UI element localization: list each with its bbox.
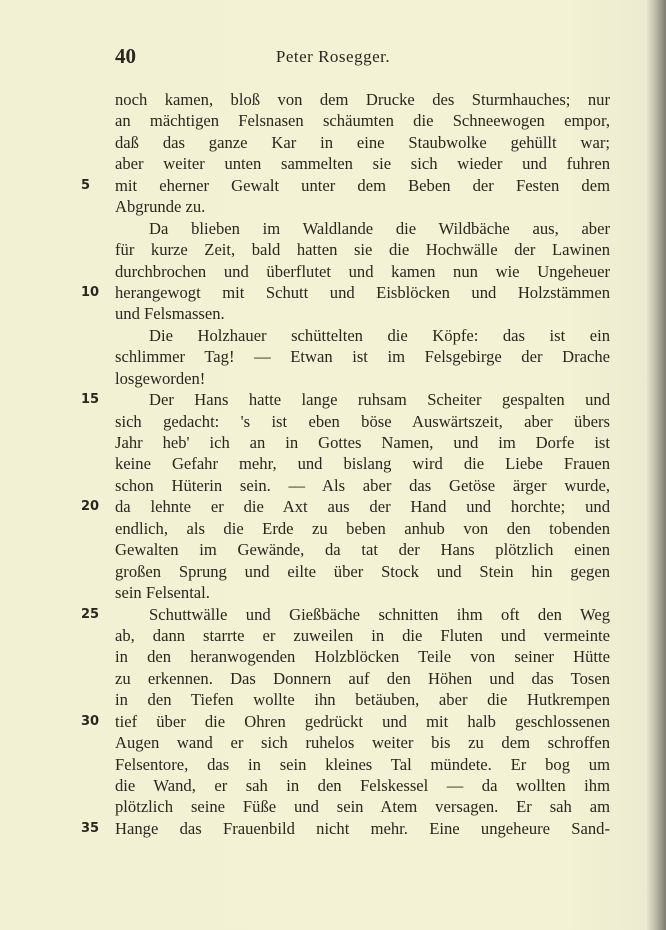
- line-text: sein Felsental.: [115, 583, 210, 603]
- text-line: [115, 732, 610, 753]
- text-line: [115, 303, 610, 324]
- line-text: endlich, als die Erde zu beben anhub von den tobenden: [115, 518, 610, 538]
- running-head: Peter Rosegger.: [275, 47, 391, 66]
- line-text: großen Sprung und eilte über Stock und Stein hin gegen: [115, 561, 610, 581]
- text-line: [115, 89, 610, 110]
- line-text: schlimmer Tag! — Etwan ist im Felsgebirge der Drache: [115, 347, 610, 367]
- line-text: zu erkennen. Das Donnern auf den Höhen und das Tosen: [115, 668, 610, 688]
- text-line: [115, 325, 610, 346]
- text-line: [115, 539, 610, 560]
- line-text: noch kamen, bloß von dem Drucke des Sturmhauches; nur: [115, 90, 610, 109]
- line-text: Da blieben im Waldlande die Wildbäche aus, aber: [149, 218, 610, 238]
- text-line: [115, 582, 610, 603]
- line-text: Augen wand er sich ruhelos weiter bis zu dem schroffen: [115, 733, 610, 753]
- text-line: [115, 453, 610, 474]
- text-line: [81, 389, 610, 410]
- text-line: [115, 646, 610, 667]
- line-text: Der Hans hatte lange ruhsam Scheiter gespalten und: [149, 390, 610, 410]
- line-number: 15: [81, 392, 100, 408]
- line-text: aber weiter unten sammelten sie sich wieder und fuhren: [115, 154, 610, 174]
- line-number: 35: [81, 820, 100, 836]
- line-text: und Felsmassen.: [115, 304, 225, 324]
- text-line: [115, 625, 610, 646]
- line-text: Felsentore, das in sein kleines Tal mündete. Er bog um: [115, 754, 610, 774]
- line-text: daß das ganze Kar in eine Staubwolke gehüllt war;: [115, 132, 610, 152]
- line-text: durchbrochen und überflutet und kamen nun wie Ungeheuer: [115, 261, 610, 281]
- text-line: [115, 561, 610, 582]
- line-text: herangewogt mit Schutt und Eisblöcken und Holzstämmen: [115, 282, 610, 302]
- body-text: [81, 89, 610, 839]
- text-line: [115, 475, 610, 496]
- line-text: in den Tiefen wollte ihn betäuben, aber die Hutkrempen: [115, 690, 610, 710]
- line-text: schon Hüterin sein. — Als aber das Getöse ärger wurde,: [115, 475, 610, 495]
- line-number: 30: [81, 713, 100, 729]
- line-text: losgeworden!: [115, 368, 206, 388]
- text-line: [81, 282, 610, 303]
- line-text: keine Gefahr mehr, und bislang wird die Liebe Frauen: [115, 454, 610, 474]
- line-text: Schuttwälle und Gießbäche schnitten ihm oft den Weg: [149, 604, 610, 624]
- text-line: [115, 153, 610, 174]
- line-text: plötzlich seine Füße und sein Atem versagen. Er sah am: [115, 797, 610, 817]
- text-line: [115, 261, 610, 282]
- line-text: sich gedacht: 's ist eben böse Auswärtszeit, aber übers: [115, 411, 610, 431]
- text-line: [115, 432, 610, 453]
- line-number: 25: [81, 606, 100, 622]
- line-text: mit eherner Gewalt unter dem Beben der Festen dem: [115, 175, 610, 195]
- text-line: [81, 818, 610, 839]
- line-text: an mächtigen Felsnasen schäumten die Schneewogen empor,: [115, 111, 610, 131]
- text-line: [115, 518, 610, 539]
- line-number: 20: [81, 499, 100, 515]
- text-line: [81, 496, 610, 517]
- text-line: [115, 796, 610, 817]
- text-line: [115, 346, 610, 367]
- line-text: Die Holzhauer schüttelten die Köpfe: das ist ein: [149, 325, 610, 345]
- text-line: [115, 668, 610, 689]
- text-line: [115, 775, 610, 796]
- text-line: [115, 196, 610, 217]
- text-line: [115, 368, 610, 389]
- line-text: in den heranwogenden Holzblöcken Teile von seiner Hütte: [115, 647, 610, 667]
- text-line: [115, 218, 610, 239]
- line-text: ab, dann starrte er zuweilen in die Fluten und vermeinte: [115, 625, 610, 645]
- text-line: [115, 411, 610, 432]
- line-text: die Wand, er sah in den Felskessel — da wollten ihm: [115, 776, 610, 795]
- text-line: [115, 239, 610, 260]
- text-line: [115, 132, 610, 153]
- text-line: [81, 711, 610, 732]
- text-line: [81, 175, 610, 196]
- line-text: Abgrunde zu.: [115, 197, 206, 217]
- text-line: [81, 604, 610, 625]
- line-text: Jahr heb' ich an in Gottes Namen, und im Dorfe ist: [115, 433, 610, 452]
- text-line: [115, 110, 610, 131]
- text-line: [115, 689, 610, 710]
- line-text: da lehnte er die Axt aus der Hand und horchte; und: [115, 497, 610, 517]
- text-line: [115, 754, 610, 775]
- page-number: 40: [115, 44, 136, 68]
- line-text: tief über die Ohren gedrückt und mit halb geschlossenen: [115, 711, 610, 731]
- line-number: 10: [81, 284, 100, 300]
- line-text: Gewalten im Gewände, da tat der Hans plötzlich einen: [115, 540, 610, 560]
- line-text: für kurze Zeit, bald hatten sie die Hochwälle der Lawinen: [115, 240, 610, 260]
- line-number: 5: [81, 177, 91, 193]
- line-text: Hange das Frauenbild nicht mehr. Eine ungeheure Sand-: [115, 818, 610, 838]
